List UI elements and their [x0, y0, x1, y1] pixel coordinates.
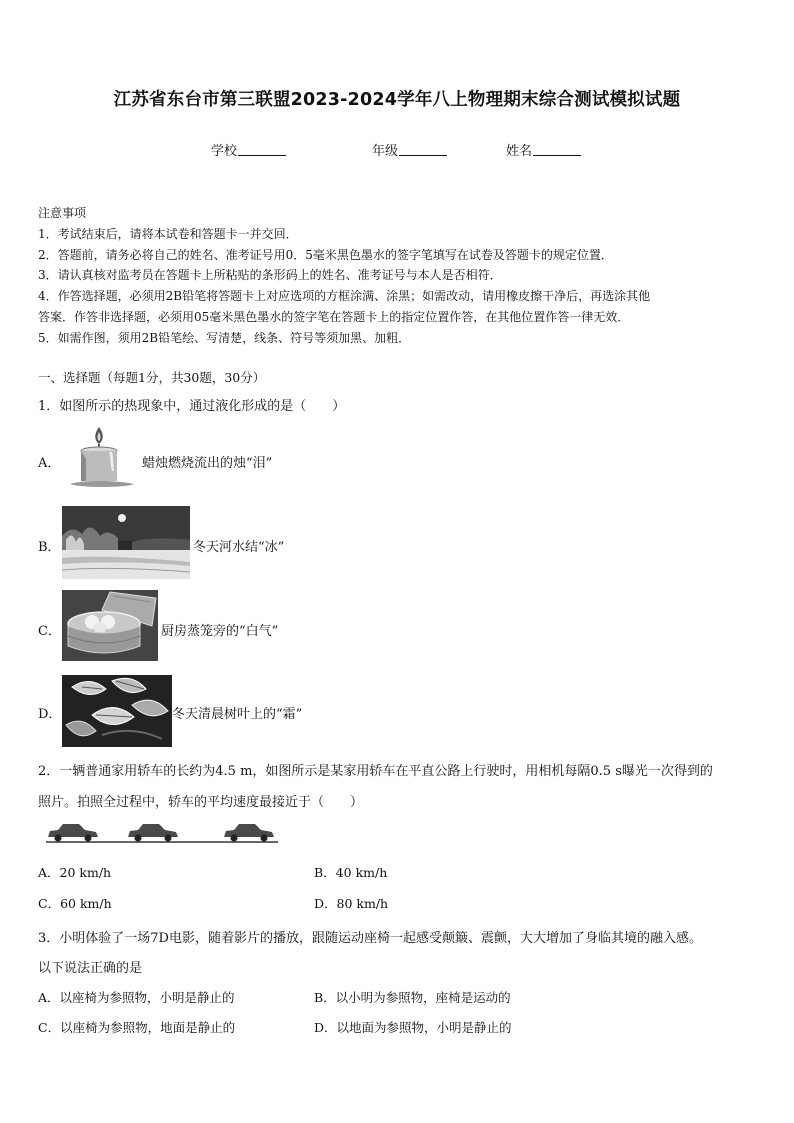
notes-item: 1．考试结束后，请将本试卷和答题卡一并交回． — [38, 226, 298, 241]
q2-option-b[interactable]: B．40 km/h — [314, 865, 388, 880]
name-label: 姓名 — [506, 144, 533, 159]
q1-option-b-letter[interactable]: B． — [38, 540, 61, 555]
name-blank[interactable] — [533, 143, 581, 156]
question-2-stem-line2: 照片。拍照全过程中，轿车的平均速度最接近于（ ） — [38, 795, 364, 810]
q1-option-d-letter[interactable]: D． — [38, 707, 62, 722]
car-icon — [224, 824, 274, 842]
q1-option-b-caption: 冬天河水结“冰” — [193, 540, 285, 555]
steamer-image — [62, 590, 158, 661]
q3-option-c[interactable]: C．以座椅为参照物，地面是静止的 — [38, 1020, 236, 1035]
notes-item: 3．请认真核对监考员在答题卡上所粘贴的条形码上的姓名、准考证号与本人是否相符． — [38, 268, 502, 283]
question-3-stem-line1: 3．小明体验了一场7D电影，随着影片的播放，跟随运动座椅一起感受颠簸、震颤，大大增加了身临其境的融入感。 — [38, 931, 702, 946]
notes-item: 4．作答选择题，必须用2B铅笔将答题卡上对应选项的方框涂满、涂黑；如需改动，请用橡皮擦干净后，再选涂其他 — [38, 289, 651, 304]
q3-option-d[interactable]: D．以地面为参照物，小明是静止的 — [314, 1020, 512, 1035]
q1-option-d-caption: 冬天清晨树叶上的“霜” — [172, 707, 303, 722]
page-title: 江苏省东台市第三联盟2023-2024学年八上物理期末综合测试模拟试题 — [113, 90, 681, 110]
grade-blank[interactable] — [399, 143, 447, 156]
car-icon — [48, 824, 98, 842]
car-exposure-image — [46, 820, 278, 844]
frosted-leaves-image — [62, 675, 172, 747]
q1-option-a-caption: 蜡烛燃烧流出的烛“泪” — [142, 456, 273, 471]
question-1-stem: 1．如图所示的热现象中，通过液化形成的是（ ） — [38, 399, 346, 414]
q1-option-c-letter[interactable]: C． — [38, 624, 61, 639]
notes-item: 2．答题前，请务必将自己的姓名、准考证号用0．5毫米黑色墨水的签字笔填写在试卷及答题卡的规定位置． — [38, 247, 613, 262]
q2-option-d[interactable]: D．80 km/h — [314, 896, 389, 911]
frozen-river-image — [62, 506, 190, 579]
q3-option-a[interactable]: A．以座椅为参照物，小明是静止的 — [38, 990, 235, 1005]
notes-heading: 注意事项 — [38, 206, 87, 220]
section-heading: 一、选择题（每题1分，共30题，30分） — [38, 370, 266, 385]
question-3-stem-line2: 以下说法正确的是 — [38, 961, 143, 976]
question-2-stem-line1: 2．一辆普通家用轿车的长约为4.5 m，如图所示是某家用轿车在平直公路上行驶时，用相机每隔0.5 s曝光一次得到的 — [38, 764, 713, 779]
q1-option-a-letter[interactable]: A． — [38, 456, 61, 471]
notes-item: 答案．作答非选择题，必须用05毫米黑色墨水的签字笔在答题卡上的指定位置作答，在其他位置作答一律无效． — [38, 309, 630, 324]
q2-option-c[interactable]: C．60 km/h — [38, 896, 112, 911]
school-blank[interactable] — [238, 143, 286, 156]
grade-field[interactable] — [372, 140, 447, 159]
candle-image — [66, 424, 138, 490]
car-icon — [128, 824, 178, 842]
q3-option-b[interactable]: B．以小明为参照物，座椅是运动的 — [314, 990, 511, 1005]
name-field[interactable] — [506, 140, 581, 159]
q2-option-a[interactable]: A．20 km/h — [38, 865, 112, 880]
school-label: 学校 — [211, 144, 238, 159]
q1-option-c-caption: 厨房蒸笼旁的“白气” — [161, 624, 279, 639]
school-field[interactable] — [211, 140, 286, 159]
grade-label: 年级 — [372, 144, 399, 159]
notes-item: 5．如需作图，须用2B铅笔绘、写清楚，线条、符号等须加黑、加粗． — [38, 330, 411, 345]
notes-section — [38, 203, 650, 349]
